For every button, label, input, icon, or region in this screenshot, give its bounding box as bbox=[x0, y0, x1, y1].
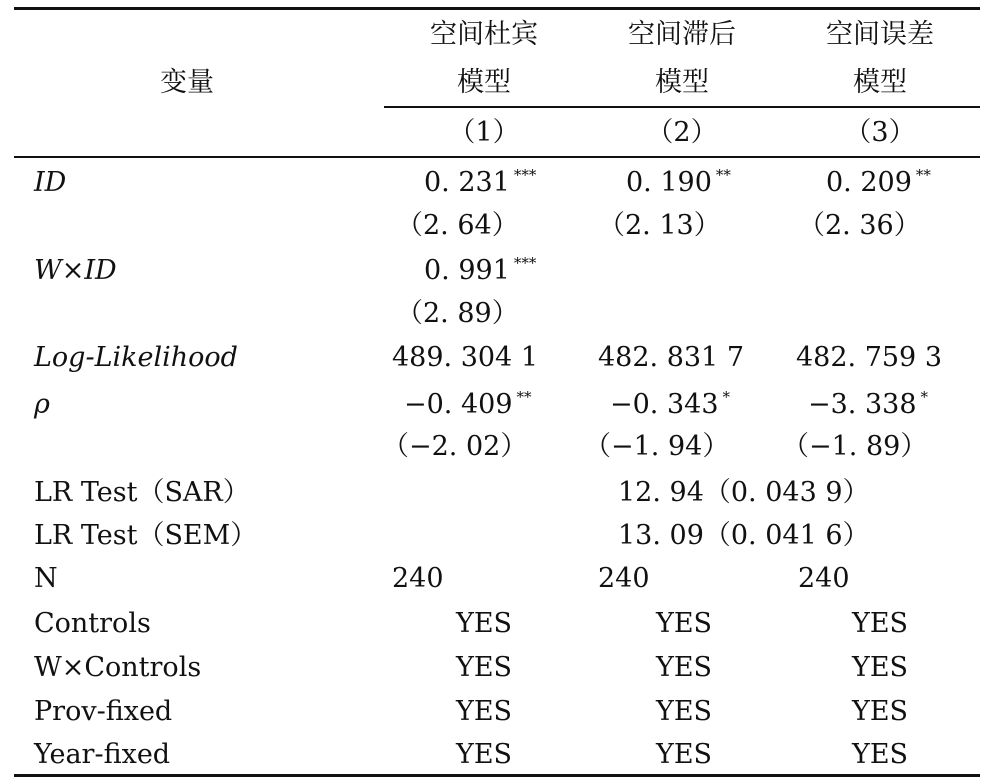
significance-stars: ** bbox=[516, 388, 532, 406]
row-label-lr-sem: LR Test（SEM） bbox=[34, 520, 258, 551]
significance-stars: *** bbox=[513, 254, 537, 272]
n-model1: 240 bbox=[392, 563, 444, 594]
model1-title-line1: 空间杜宾 bbox=[430, 19, 538, 50]
year-model2: YES bbox=[656, 739, 713, 770]
year-model1: YES bbox=[456, 739, 513, 770]
loglik-model1: 489. 304 1 bbox=[392, 342, 538, 373]
wcontrols-model1: YES bbox=[456, 652, 513, 683]
significance-stars: *** bbox=[513, 166, 537, 184]
model1-number: （1） bbox=[448, 117, 520, 148]
n-model2: 240 bbox=[598, 563, 650, 594]
wid-tstat-model1: （2. 89） bbox=[396, 298, 519, 329]
bottom-rule bbox=[14, 774, 980, 777]
model-header-rule bbox=[384, 106, 980, 108]
prov-model3: YES bbox=[852, 696, 909, 727]
n-model3: 240 bbox=[798, 563, 850, 594]
controls-model2: YES bbox=[656, 608, 713, 639]
controls-model3: YES bbox=[852, 608, 909, 639]
id-tstat-model1: （2. 64） bbox=[396, 210, 519, 241]
loglik-model2: 482. 831 7 bbox=[598, 342, 744, 373]
model2-number: （2） bbox=[646, 117, 718, 148]
id-coef-model3: 0. 209 ** bbox=[826, 166, 931, 198]
row-label-loglik: Log-Likelihood bbox=[34, 342, 238, 373]
wcontrols-model2: YES bbox=[656, 652, 713, 683]
wcontrols-model3: YES bbox=[852, 652, 909, 683]
variable-header: 变量 bbox=[160, 67, 214, 98]
model1-title-line2: 模型 bbox=[457, 67, 511, 98]
rho-coef-model1: −0. 409 ** bbox=[404, 388, 532, 420]
model2-title-line2: 模型 bbox=[655, 67, 709, 98]
model3-title-line2: 模型 bbox=[853, 67, 907, 98]
row-label-lr-sar: LR Test（SAR） bbox=[34, 477, 250, 508]
id-tstat-model2: （2. 13） bbox=[598, 210, 721, 241]
row-label-prov-fixed: Prov-fixed bbox=[34, 696, 173, 727]
model3-title-line1: 空间误差 bbox=[826, 19, 934, 50]
significance-stars: * bbox=[920, 388, 929, 406]
row-label-n: N bbox=[34, 563, 58, 594]
id-coef-model2: 0. 190 ** bbox=[626, 166, 731, 198]
row-label-year-fixed: Year-fixed bbox=[34, 739, 171, 770]
prov-model1: YES bbox=[456, 696, 513, 727]
id-coef-model1: 0. 231 *** bbox=[424, 166, 537, 198]
controls-model1: YES bbox=[456, 608, 513, 639]
rho-tstat-model1: （−2. 02） bbox=[382, 431, 528, 462]
rho-tstat-model3: （−1. 89） bbox=[782, 431, 928, 462]
year-model3: YES bbox=[852, 739, 909, 770]
significance-stars: ** bbox=[715, 166, 731, 184]
top-rule bbox=[14, 7, 980, 10]
row-label-wid: W×ID bbox=[34, 255, 117, 286]
significance-stars: ** bbox=[915, 166, 931, 184]
rho-coef-model3: −3. 338 * bbox=[808, 388, 929, 420]
prov-model2: YES bbox=[656, 696, 713, 727]
row-label-id: ID bbox=[34, 167, 67, 198]
header-bottom-rule bbox=[14, 156, 980, 158]
rho-coef-model2: −0. 343 * bbox=[610, 388, 731, 420]
model3-number: （3） bbox=[844, 117, 916, 148]
significance-stars: * bbox=[722, 388, 731, 406]
wid-coef-model1: 0. 991 *** bbox=[424, 254, 537, 286]
loglik-model3: 482. 759 3 bbox=[796, 342, 942, 373]
rho-tstat-model2: （−1. 94） bbox=[584, 431, 730, 462]
row-label-wcontrols: W×Controls bbox=[34, 652, 202, 683]
id-tstat-model3: （2. 36） bbox=[798, 210, 921, 241]
row-label-rho: ρ bbox=[34, 389, 50, 420]
row-label-controls: Controls bbox=[34, 608, 151, 639]
lr-sem-value: 13. 09（0. 041 6） bbox=[618, 520, 870, 551]
model2-title-line1: 空间滞后 bbox=[628, 19, 736, 50]
lr-sar-value: 12. 94（0. 043 9） bbox=[618, 477, 870, 508]
